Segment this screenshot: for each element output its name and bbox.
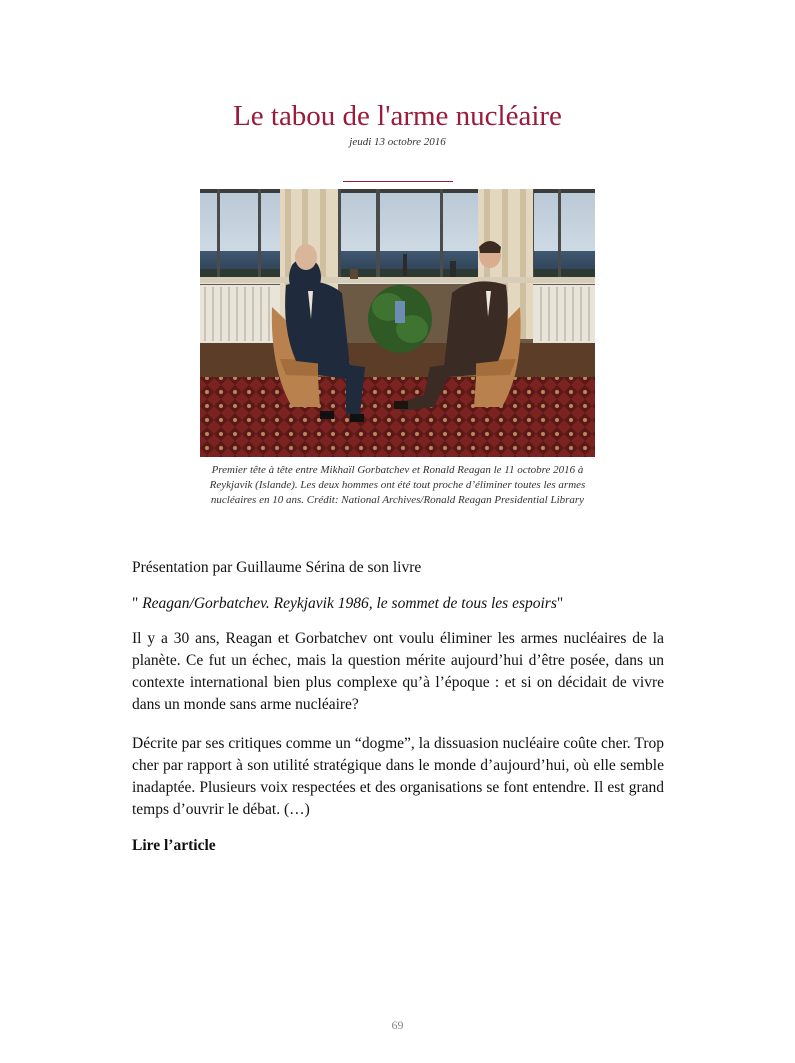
reagan-gorbachev-photo [200, 189, 595, 457]
paragraph-1: Il y a 30 ans, Reagan et Gorbatchev ont voulu éliminer les armes nucléaires de la planète. Ce fut un échec, mais la question mérite aujourd’hui d’être posée, dans un contexte international bien plus complexe qu’à l’époque : et si on décidait de vivre dans un monde sans arme nucléaire? [132, 630, 664, 713]
title-divider [343, 181, 453, 182]
publication-date: jeudi 13 octobre 2016 [349, 136, 446, 148]
book-title-line [132, 593, 664, 615]
quote-open: " [132, 595, 143, 612]
read-article-link[interactable]: Lire l’article [132, 837, 216, 854]
page-number: 69 [391, 1018, 404, 1032]
quote-close: " [556, 595, 564, 612]
intro-line: Présentation par Guillaume Sérina de son livre [132, 559, 422, 576]
page-title: Le tabou de l'arme nucléaire [233, 100, 562, 132]
paragraph-2: Décrite par ses critiques comme un “dogme”, la dissuasion nucléaire coûte cher. Trop cher par rapport à son utilité stratégique dans le monde d’aujourd’hui, où elle semble inadaptée. Plusieurs voix respectées et des organisations se font entendre. Il est grand temps d’ouvrir le débat. (…) [132, 735, 664, 818]
photo-caption: Premier tête à tête entre Mikhaïl Gorbatchev et Ronald Reagan le 11 octobre 2016 à Reykjavik (Islande). Les deux hommes ont été tout proche d’éliminer toutes les armes nucléaires en 10 ans. Crédit: National Archives/Ronald Reagan Presidential Library [209, 464, 586, 506]
book-title: Reagan/Gorbatchev. Reykjavik 1986, le sommet de tous les espoirs [142, 595, 557, 612]
